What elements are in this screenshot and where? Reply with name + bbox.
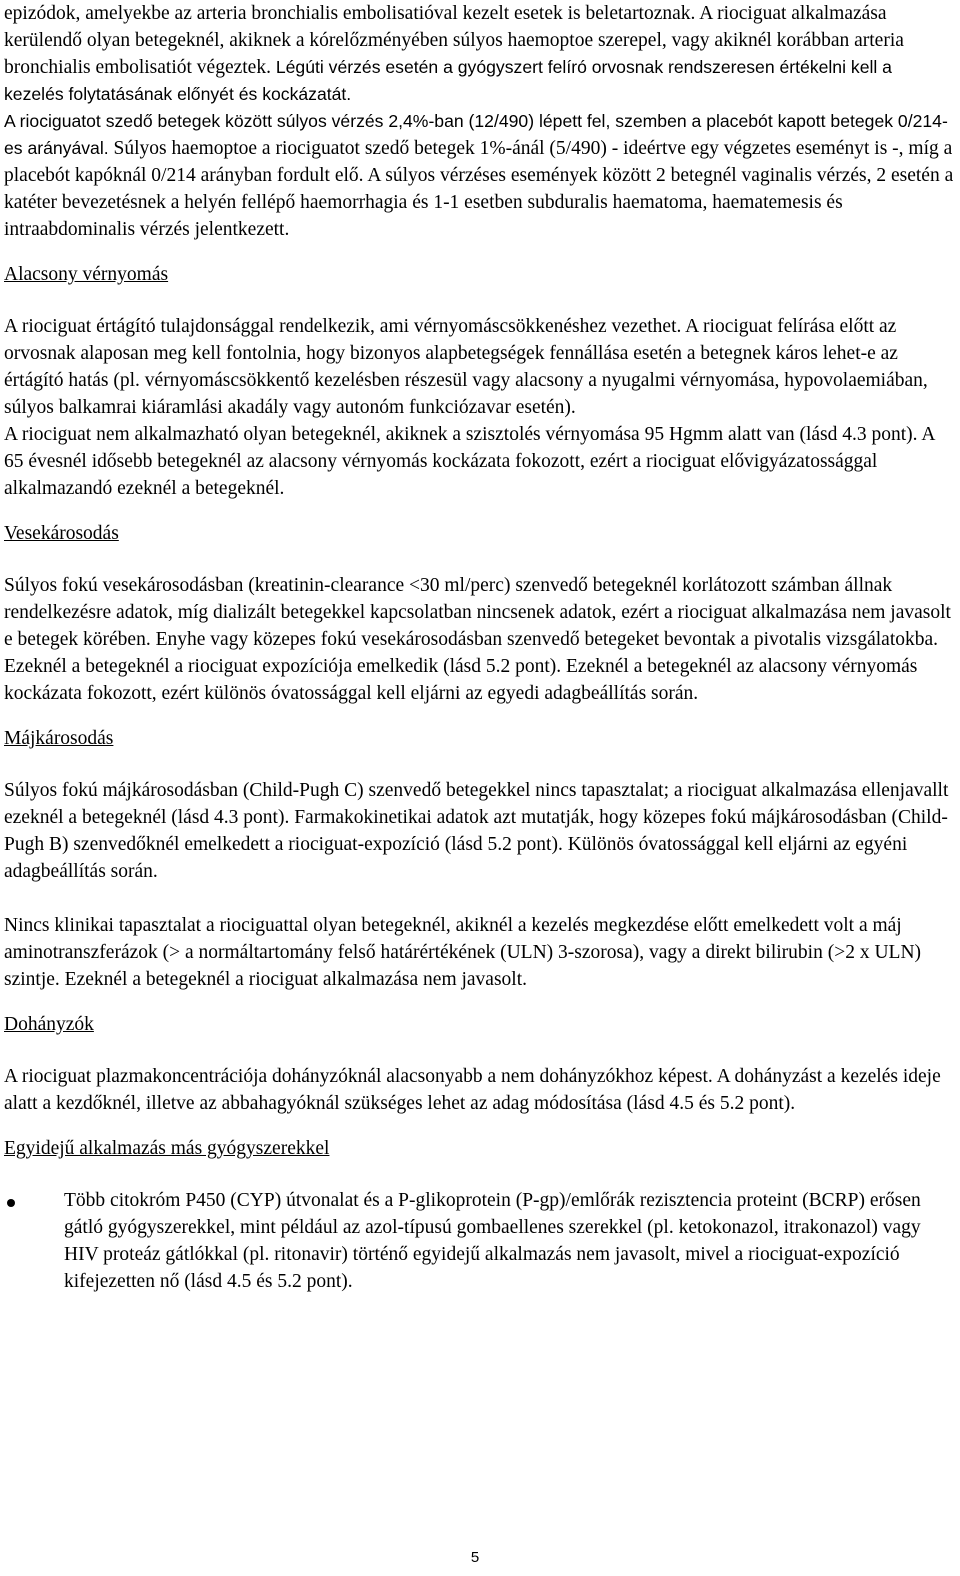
text-bleeding-respiratory: Légúti vérzés esetén a gyógyszert felíró orvosnak rendszeresen értékelni kell a kezelés folytatásának előnyét és kockázatát. <box>4 57 892 104</box>
page-number: 5 <box>470 1549 480 1566</box>
text-bleeding-intro: epizódok, amelyekbe az arteria bronchialis embolisatióval kezelt esetek is beletartoznak. A riociguat alkalmazása kerülendő olyan betegeknél, akiknek a kórelőzményében súlyos haemoptoe szerepel, vagy akiknél korábban arteria bronchialis embolisatiót végeztek. <box>4 3 904 78</box>
heading-hepatic-impairment: Májkárosodás <box>4 728 114 749</box>
heading-smokers: Dohányzók <box>4 1014 94 1035</box>
text-bleeding-rate: A riociguatot szedő betegek között súlyos vérzés 2,4%-ban (12/490) lépett fel, szemben a placebót kapott betegek 0/214-es arányával. <box>4 111 948 158</box>
text-bleeding-haemoptoe: Súlyos haemoptoe a riociguatot szedő betegek 1%-ánál (5/490) - ideértve egy végzetes eseményt is -, míg a placebót kapóknál 0/214 arányban fordult elő. A súlyos vérzéses események között 2 betegnél vaginalis vérzés, 2 esetén a katéter bevezetésnek a helyén fellépő haemorrhagia és 1-1 esetben subduralis haematoma, haematemesis és intraabdominalis vérzés jelentkezett. <box>4 138 954 240</box>
document-page <box>4 0 954 1295</box>
heading-concomitant-use: Egyidejű alkalmazás más gyógyszerekkel <box>4 1138 330 1159</box>
bullet-text: Több citokróm P450 (CYP) útvonalat és a P-glikoprotein (P-gp)/emlőrák rezisztencia proteint (BCRP) erősen gátló gyógyszerekkel, mint például az azol-típusú gombaellenes szerekkel (pl. ketokonazol, itrakonazol) vagy HIV proteáz gátlókkal (pl. ritonavir) történő egyidejű alkalmazás nem javasolt, mivel a riociguat-expozíció kifejezetten nő (lásd 4.5 és 5.2 pont). <box>64 1190 921 1292</box>
paragraph-hypotension-2: A riociguat nem alkalmazható olyan betegeknél, akiknek a szisztolés vérnyomása 95 Hgmm alatt van (lásd 4.3 pont). A 65 évesnél idősebb betegeknél az alacsony vérnyomás kockázata fokozott, ezért a riociguat elővigyázatossággal alkalmazandó ezeknél a betegeknél. <box>4 424 935 499</box>
heading-low-blood-pressure: Alacsony vérnyomás <box>4 264 169 285</box>
paragraph-hypotension-1: A riociguat értágító tulajdonsággal rendelkezik, ami vérnyomáscsökkenéshez vezethet. A riociguat felírása előtt az orvosnak alaposan meg kell fontolnia, hogy bizonyos alapbetegségek fennállása esetén a betegnek káros lehet-e az értágító hatás (pl. vérnyomáscsökkentő kezelésben részesül vagy alacsony a nyugalmi vérnyomása, hypovolaemiában, súlyos balkamrai kiáramlási akadály vagy autonóm funkciózavar esetén). <box>4 316 928 418</box>
bullet-list <box>4 1187 954 1295</box>
paragraph-bleeding <box>4 0 954 108</box>
bullet-icon <box>7 1199 15 1207</box>
paragraph-hepatic-1: Súlyos fokú májkárosodásban (Child-Pugh C) szenvedő betegekkel nincs tapasztalat; a riociguat alkalmazása ellenjavallt ezeknél a betegeknél (lásd 4.3 pont). Farmakokinetikai adatok azt mutatják, hogy közepes fokú májkárosodásban (Child-Pugh B) szenvedőknél emelkedett a riociguat-expozíció (lásd 5.2 pont). Különös óvatossággal kell eljárni az egyéni adagbeállítás során. <box>4 780 949 882</box>
paragraph-renal: Súlyos fokú vesekárosodásban (kreatinin-clearance <30 ml/perc) szenvedő betegeknél korlátozott számban állnak rendelkezésre adatok, míg dializált betegekkel kapcsolatban nincsenek adatok, ezért a riociguat alkalmazása nem javasolt e betegek körében. Enyhe vagy közepes fokú vesekárosodásban szenvedő betegeket bevontak a pivotalis vizsgálatokba. Ezeknél a betegeknél a riociguat expozíciója emelkedik (lásd 5.2 pont). Ezeknél a betegeknél az alacsony vérnyomás kockázata fokozott, ezért különös óvatossággal kell eljárni az egyedi adagbeállítás során. <box>4 575 951 704</box>
list-item <box>4 1187 954 1295</box>
paragraph-smokers: A riociguat plazmakoncentrációja dohányzóknál alacsonyabb a nem dohányzókhoz képest. A dohányzást a kezelés ideje alatt a kezdőknél, illetve az abbahagyóknál szükséges lehet az adag módosítása (lásd 4.5 és 5.2 pont). <box>4 1066 941 1114</box>
paragraph-bleeding-stats <box>4 108 954 243</box>
paragraph-hepatic-2: Nincs klinikai tapasztalat a riociguattal olyan betegeknél, akiknél a kezelés megkezdése előtt emelkedett volt a máj aminotranszferázok (> a normáltartomány felső határértékének (ULN) 3-szorosa), vagy a direkt bilirubin (>2 x ULN) szintje. Ezeknél a betegeknél a riociguat alkalmazása nem javasolt. <box>4 915 922 990</box>
heading-renal-impairment: Vesekárosodás <box>4 523 119 544</box>
